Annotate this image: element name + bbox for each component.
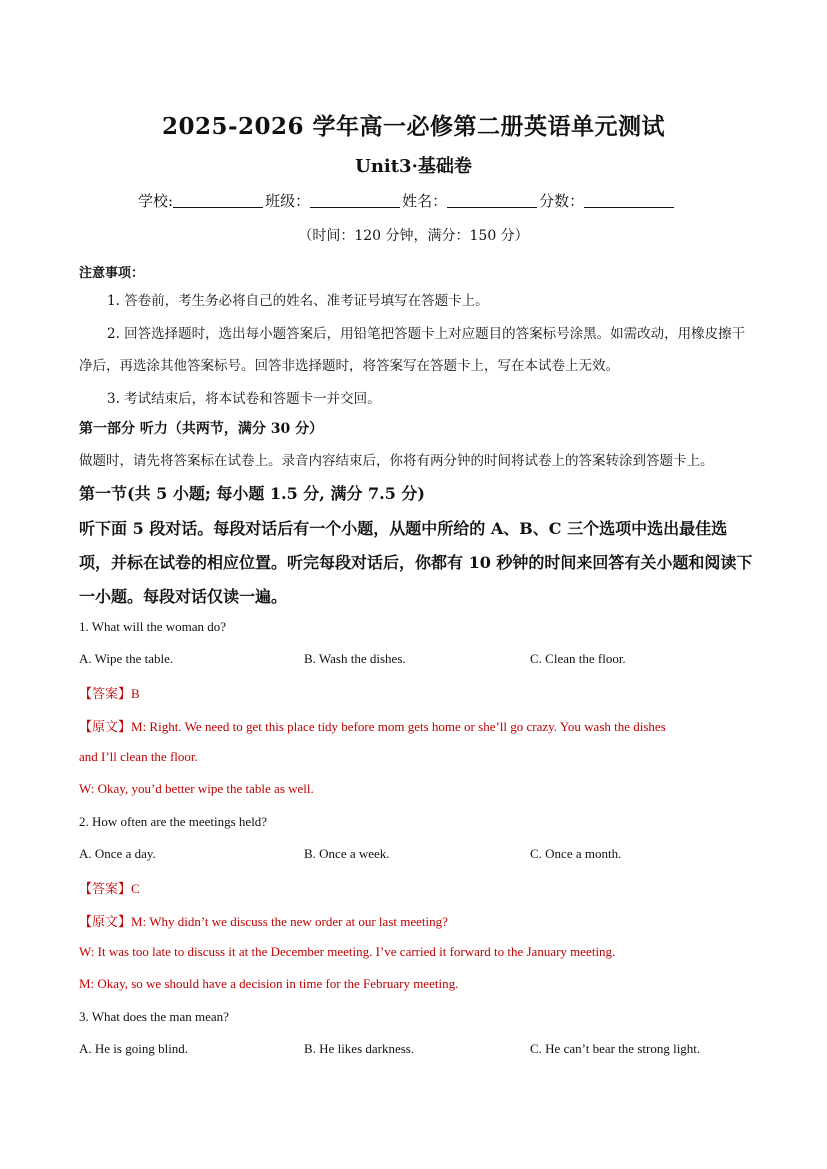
script-line (79, 911, 751, 930)
school-label: 学校: (138, 192, 174, 210)
option-b[interactable]: B. Wash the dishes. (304, 651, 406, 666)
option-c[interactable]: C. He can’t bear the strong light. (530, 1041, 701, 1056)
exam-subtitle: Unit3·基础卷 (355, 156, 472, 177)
question-stem: 3. What does the man mean? (79, 1009, 229, 1024)
answer-value: B (131, 686, 140, 701)
script-line: W: Okay, you’d better wipe the table as well. (79, 781, 314, 796)
option-b[interactable]: B. He likes darkness. (304, 1041, 415, 1056)
option-b[interactable]: B. Once a week. (304, 846, 390, 861)
class-blank[interactable] (310, 192, 400, 208)
answer-tag: 【答案】 (79, 882, 132, 897)
student-info-fields (138, 190, 676, 211)
note-item: 1. 答卷前，考生务必将自己的姓名、准考证号填写在答题卡上。 (107, 293, 489, 309)
exam-title: 2025-2026 学年高一必修第二册英语单元测试 (161, 113, 666, 140)
answer-value: C (131, 881, 140, 896)
script-text: M: Why didn’t we discuss the new order at our last meeting? (131, 914, 448, 929)
answer-tag: 【答案】 (79, 687, 132, 702)
section1-directions: 听下面 5 段对话。每段对话后有一个小题，从题中所给的 A、B、C 三个选项中选出最佳选项，并标在试卷的相应位置。听完每段对话后，你都有 10 秒钟的时间来回答有关小题和阅读下一小题。每段对话仅读一遍。 (79, 519, 753, 606)
answer-line (79, 683, 751, 702)
notes-heading: 注意事项： (79, 266, 145, 281)
part1-heading: 第一部分 听力（共两节，满分 30 分） (79, 421, 324, 437)
section1-heading: 第一节(共 5 小题; 每小题 1.5 分, 满分 7.5 分) (79, 484, 425, 503)
question-stem: 2. How often are the meetings held? (79, 814, 268, 829)
class-label: 班级： (265, 192, 311, 210)
school-blank[interactable] (173, 192, 263, 208)
part1-instruction: 做题时，请先将答案标在试卷上。录音内容结束后，你将有两分钟的时间将试卷上的答案转涂到答题卡上。 (79, 453, 714, 469)
name-label: 姓名： (402, 192, 448, 210)
option-c[interactable]: C. Clean the floor. (530, 651, 626, 666)
script-text: M: Right. We need to get this place tidy before mom gets home or she’ll go crazy. You wash the dishes (131, 719, 666, 734)
note-item: 3. 考试结束后，将本试卷和答题卡一并交回。 (107, 391, 381, 407)
script-tag: 【原文】 (79, 915, 132, 930)
option-a[interactable]: A. Wipe the table. (79, 651, 174, 666)
score-label: 分数： (539, 192, 585, 210)
script-line: M: Okay, so we should have a decision in time for the February meeting. (79, 976, 459, 991)
question-stem: 1. What will the woman do? (79, 619, 227, 634)
script-line: and I’ll clean the floor. (79, 749, 198, 764)
option-c[interactable]: C. Once a month. (530, 846, 622, 861)
note-item: 2. 回答选择题时，选出每小题答案后，用铅笔把答题卡上对应题目的答案标号涂黑。如需改动，用橡皮擦干净后，再选涂其他答案标号。回答非选择题时，将答案写在答题卡上，写在本试卷上无效。 (79, 326, 746, 374)
option-a[interactable]: A. Once a day. (79, 846, 156, 861)
script-tag: 【原文】 (79, 720, 132, 735)
time-info: （时间：120 分钟，满分：150 分） (298, 228, 529, 244)
script-line (79, 716, 751, 735)
score-blank[interactable] (584, 192, 674, 208)
name-blank[interactable] (447, 192, 537, 208)
option-a[interactable]: A. He is going blind. (79, 1041, 189, 1056)
script-line: W: It was too late to discuss it at the December meeting. I’ve carried it forward to the January meeting. (79, 944, 616, 959)
answer-line (79, 878, 751, 897)
